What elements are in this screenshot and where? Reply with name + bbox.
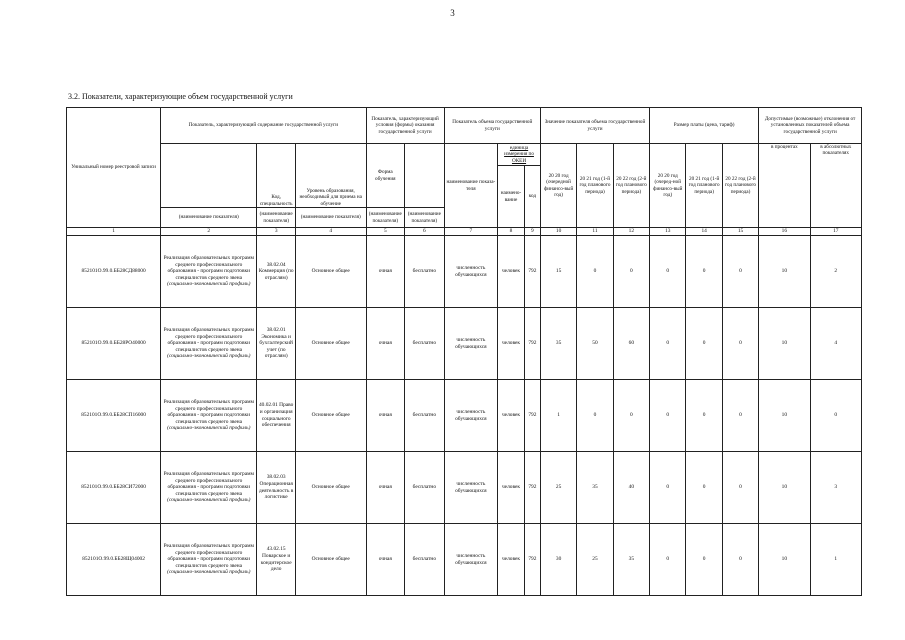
registry-code: 852101О.99.0.ББ28СИ72000 — [67, 452, 161, 524]
education-level-cell: Основное общее — [295, 380, 366, 452]
indicator-name-note: (наименование показателя) — [257, 208, 296, 228]
volume-group-header: Показатель объема государственной услуги — [444, 108, 540, 144]
registry-code: 852101О.99.0.ББ28Щ04002 — [67, 524, 161, 596]
study-form-cell: очная — [366, 452, 405, 524]
table-row — [67, 380, 862, 452]
value-year1-cell: 35 — [540, 308, 576, 380]
price-year2-cell: 0 — [686, 380, 722, 452]
price-year1-cell: 0 — [650, 236, 686, 308]
deviation-percent-cell: 10 — [759, 452, 810, 524]
education-level-header: Уровень образования, необходимый для приема на обучение — [295, 144, 366, 208]
okei-code-cell: 792 — [524, 380, 540, 452]
study-form-cell: очная — [366, 308, 405, 380]
indicator-name-note: (наименование показателя) — [405, 208, 445, 228]
okei-code-cell: 792 — [524, 308, 540, 380]
price-year2-cell: 0 — [686, 452, 722, 524]
value-year3-header: 20 22 год (2-й год планового периода) — [613, 144, 649, 228]
program-description: Реализация образовательных программ среднего профессионального образования - программ подготовки специалистов среднего звена (социально-экономический профиль) — [161, 308, 257, 380]
study-form-cell: очная — [366, 380, 405, 452]
indicator-cell: численность обучающихся — [444, 452, 497, 524]
price-year3-cell: 0 — [722, 236, 758, 308]
indicator-name-note: (наименование показателя) — [161, 208, 257, 228]
indicator-name-header: наименование показа-теля — [444, 144, 497, 228]
indicator-name-note: (наименование показателя) — [295, 208, 366, 228]
price-year3-cell: 0 — [722, 452, 758, 524]
column-number: 4 — [295, 228, 366, 236]
column-number: 15 — [722, 228, 758, 236]
value-year1-cell: 1 — [540, 380, 576, 452]
education-level-cell: Основное общее — [295, 308, 366, 380]
value-year3-cell: 35 — [613, 524, 649, 596]
unit-cell: человек — [498, 452, 525, 524]
registry-code: 852101О.99.0.ББ28РО40000 — [67, 308, 161, 380]
price-year2-cell: 0 — [686, 236, 722, 308]
table-row — [67, 452, 862, 524]
column-number: 9 — [524, 228, 540, 236]
price-year3-cell: 0 — [722, 380, 758, 452]
column-number: 1 — [67, 228, 161, 236]
indicator-cell: численность обучающихся — [444, 524, 497, 596]
column-number: 10 — [540, 228, 576, 236]
unit-cell: человек — [498, 236, 525, 308]
okei-code-cell: 792 — [524, 452, 540, 524]
fee-cell: бесплатно — [405, 524, 445, 596]
price-year1-cell: 0 — [650, 308, 686, 380]
value-year2-header: 20 21 год (1-й год планового периода) — [577, 144, 613, 228]
unique-number-header: Уникальный номер реестровой записи — [67, 108, 161, 228]
table-row — [67, 524, 862, 596]
price-year3-cell: 0 — [722, 308, 758, 380]
content-group-header: Показатель, характеризующий содержание государственной услуги — [161, 108, 366, 144]
column-number: 12 — [613, 228, 649, 236]
okei-code-cell: 792 — [524, 236, 540, 308]
unit-cell: человек — [498, 524, 525, 596]
value-year1-cell: 25 — [540, 452, 576, 524]
deviation-absolute-cell: 3 — [810, 452, 861, 524]
value-year2-cell: 25 — [577, 524, 613, 596]
program-description: Реализация образовательных программ среднего профессионального образования - программ подготовки специалистов среднего звена (социально-экономический профиль) — [161, 380, 257, 452]
value-year1-header: 20 20 год (очередной финансо-вый год) — [540, 144, 576, 228]
program-description: Реализация образовательных программ среднего профессионального образования - программ подготовки специалистов среднего звена (социально-экономический профиль) — [161, 452, 257, 524]
program-description: Реализация образовательных программ среднего профессионального образования - программ подготовки специалистов среднего звена (социально-экономический профиль) — [161, 236, 257, 308]
column-number: 5 — [366, 228, 405, 236]
deviation-absolute-cell: 0 — [810, 380, 861, 452]
absolute-header: в абсолютных показателях — [810, 144, 861, 228]
indicator-cell: численность обучающихся — [444, 380, 497, 452]
registry-code: 852101О.99.0.ББ28СД88000 — [67, 236, 161, 308]
value-year3-cell: 0 — [613, 380, 649, 452]
specialty-cell: 38.02.03 Операционная деятельность в логистике — [257, 452, 296, 524]
unit-cell: человек — [498, 308, 525, 380]
education-level-cell: Основное общее — [295, 452, 366, 524]
deviation-percent-cell: 10 — [759, 380, 810, 452]
value-year2-cell: 0 — [577, 236, 613, 308]
column-numbers-row — [67, 228, 862, 236]
value-year2-cell: 50 — [577, 308, 613, 380]
column-number: 14 — [686, 228, 722, 236]
fee-cell: бесплатно — [405, 380, 445, 452]
value-year3-cell: 40 — [613, 452, 649, 524]
section-title: 3.2. Показатели, характеризующие объем государственной услуги — [68, 92, 293, 101]
column-number: 3 — [257, 228, 296, 236]
indicator-cell: численность обучающихся — [444, 236, 497, 308]
column-number: 2 — [161, 228, 257, 236]
value-year2-cell: 0 — [577, 380, 613, 452]
unit-name-header: наимено-вание — [498, 166, 525, 228]
study-form-cell: очная — [366, 236, 405, 308]
value-year1-cell: 30 — [540, 524, 576, 596]
deviation-percent-cell: 10 — [759, 236, 810, 308]
column-number: 13 — [650, 228, 686, 236]
indicator-cell: численность обучающихся — [444, 308, 497, 380]
specialty-cell: 43.02.15 Поварское и кондитерское дело — [257, 524, 296, 596]
table-row — [67, 308, 862, 380]
unit-code-header: код — [524, 166, 540, 228]
value-year3-cell: 0 — [613, 236, 649, 308]
column-number: 11 — [577, 228, 613, 236]
price-year2-cell: 0 — [686, 524, 722, 596]
column-number: 16 — [759, 228, 810, 236]
deviation-percent-cell: 10 — [759, 524, 810, 596]
price-year3-cell: 0 — [722, 524, 758, 596]
price-year2-cell: 0 — [686, 308, 722, 380]
column-number: 17 — [810, 228, 861, 236]
percent-header: в процентах — [759, 144, 810, 228]
study-form-cell: очная — [366, 524, 405, 596]
fee-cell: бесплатно — [405, 452, 445, 524]
price-year1-header: 20 20 год (очеред-ной финансо-вый год) — [650, 144, 686, 228]
education-level-cell: Основное общее — [295, 236, 366, 308]
value-year2-cell: 35 — [577, 452, 613, 524]
specialty-cell: 38.02.01 Экономика и бухгалтерский учет (по отраслям) — [257, 308, 296, 380]
deviation-absolute-cell: 2 — [810, 236, 861, 308]
price-year1-cell: 0 — [650, 524, 686, 596]
price-group-header: Размер платы (цена, тариф) — [650, 108, 759, 144]
registry-code: 852101О.99.0.ББ28СП16000 — [67, 380, 161, 452]
deviation-group-header: Допустимые (возможные) отклонения от установленных показателей объема государственной услуги — [759, 108, 862, 144]
page-number: 3 — [450, 8, 455, 18]
education-level-cell: Основное общее — [295, 524, 366, 596]
specialty-cell: 40.02.01 Право и организация социального обеспечения — [257, 380, 296, 452]
column-number: 7 — [444, 228, 497, 236]
volume-table — [66, 107, 862, 596]
value-year3-cell: 60 — [613, 308, 649, 380]
unit-cell: человек — [498, 380, 525, 452]
price-year3-header: 20 22 год (2-й год планового периода) — [722, 144, 758, 228]
value-year1-cell: 15 — [540, 236, 576, 308]
table-row — [67, 236, 862, 308]
value-group-header: Значение показателя объема государственной услуги — [540, 108, 649, 144]
conditions-group-header: Показатель, характеризующий условия (формы) оказания государственной услуги — [366, 108, 444, 144]
unit-okei-header: единица измерения по ОКЕИ — [498, 144, 541, 166]
column-number: 6 — [405, 228, 445, 236]
specialty-cell: 38.02.04 Коммерция (по отраслям) — [257, 236, 296, 308]
deviation-absolute-cell: 4 — [810, 308, 861, 380]
price-year1-cell: 0 — [650, 452, 686, 524]
column-number: 8 — [498, 228, 525, 236]
price-year2-header: 20 21 год (1-й год планового периода) — [686, 144, 722, 228]
fee-cell: бесплатно — [405, 236, 445, 308]
okei-code-cell: 792 — [524, 524, 540, 596]
code-specialty-header: Код, специальность — [257, 144, 296, 208]
program-description: Реализация образовательных программ среднего профессионального образования - программ подготовки специалистов среднего звена (социально-экономический профиль) — [161, 524, 257, 596]
indicator-name-note: (наименование показателя) — [366, 208, 405, 228]
deviation-percent-cell: 10 — [759, 308, 810, 380]
study-form-header: Форма обучения — [366, 144, 405, 208]
fee-cell: бесплатно — [405, 308, 445, 380]
deviation-absolute-cell: 1 — [810, 524, 861, 596]
price-year1-cell: 0 — [650, 380, 686, 452]
